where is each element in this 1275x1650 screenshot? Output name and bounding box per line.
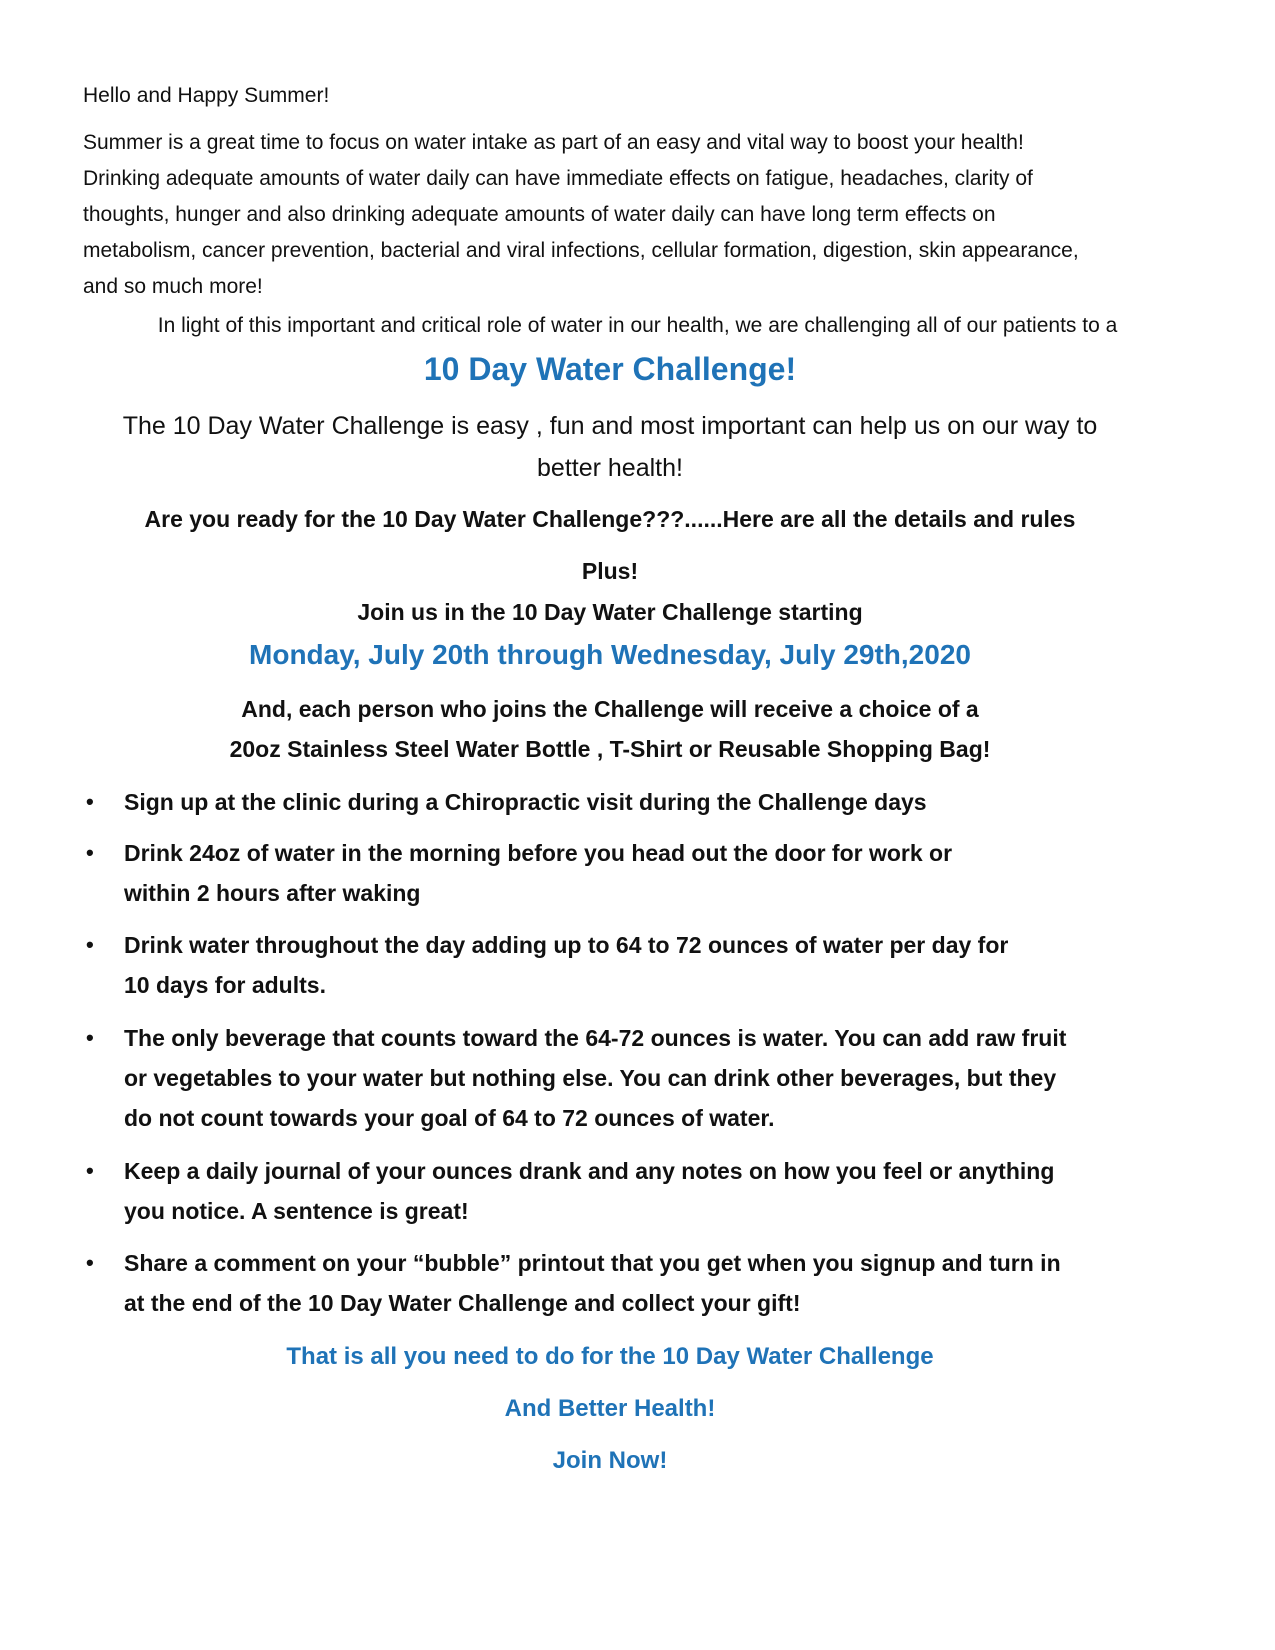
rule-text: [124, 781, 1196, 823]
intro-line: Summer is a great time to focus on water intake as part of an easy and vital way to boost your health!: [83, 131, 1024, 154]
subtitle: [0, 405, 1220, 489]
rule-text: [124, 1243, 1196, 1323]
page-title: 10 Day Water Challenge!: [423, 351, 797, 387]
challenge-dates: Monday, July 20th through Wednesday, July 29th,2020: [249, 639, 971, 670]
gift-offer: [0, 689, 1220, 769]
rule-text: [124, 833, 1196, 913]
list-item: [86, 1018, 1196, 1138]
rule-line: The only beverage that counts toward the 64-72 ounces is water. You can add raw fruit: [124, 1025, 1067, 1051]
join-line: Join us in the 10 Day Water Challenge starting: [357, 599, 863, 625]
intro-line: metabolism, cancer prevention, bacterial and viral infections, cellular formation, digestion, skin appearance,: [83, 239, 1079, 262]
bullet-icon: •: [86, 1250, 94, 1275]
intro-line: Drinking adequate amounts of water daily can have immediate effects on fatigue, headaches, clarity of: [83, 167, 1033, 190]
list-item: [86, 1151, 1196, 1231]
greeting: Hello and Happy Summer!: [83, 84, 330, 107]
rule-line: 10 days for adults.: [124, 972, 326, 998]
rule-line: Share a comment on your “bubble” printout that you get when you signup and turn in: [124, 1250, 1061, 1276]
rule-line: or vegetables to your water but nothing else. You can drink other beverages, but they: [124, 1065, 1057, 1091]
rule-line: within 2 hours after waking: [124, 880, 421, 906]
bullet-icon: •: [86, 1158, 94, 1183]
closing-line: That is all you need to do for the 10 Day Water Challenge: [286, 1343, 934, 1370]
subtitle-line: better health!: [537, 454, 683, 482]
bullet-icon: •: [86, 789, 94, 814]
bullet-icon: •: [86, 932, 94, 957]
intro-line: thoughts, hunger and also drinking adequate amounts of water daily can have long term effects on: [83, 203, 996, 226]
rule-line: Drink 24oz of water in the morning before you head out the door for work or: [124, 840, 953, 866]
rule-line: Sign up at the clinic during a Chiropractic visit during the Challenge days: [124, 789, 927, 815]
bullet-icon: •: [86, 1025, 94, 1050]
rule-text: [124, 1018, 1196, 1138]
rule-text: [124, 925, 1196, 1005]
intro-paragraph: [83, 125, 1213, 305]
rule-text: [124, 1151, 1196, 1231]
intro-line: and so much more!: [83, 275, 263, 298]
bullet-icon: •: [86, 840, 94, 865]
list-item: [86, 1243, 1196, 1323]
list-item: [86, 925, 1196, 1005]
rule-line: Keep a daily journal of your ounces drank and any notes on how you feel or anything: [124, 1158, 1055, 1184]
gift-line: 20oz Stainless Steel Water Bottle , T-Shirt or Reusable Shopping Bag!: [229, 736, 991, 762]
ready-line: Are you ready for the 10 Day Water Challenge???......Here are all the details and rules: [144, 506, 1076, 532]
list-item: [86, 833, 1196, 913]
challenge-intro: In light of this important and critical role of water in our health, we are challenging all of our patients to a: [157, 314, 1118, 337]
rule-line: you notice. A sentence is great!: [124, 1198, 469, 1224]
rule-line: Drink water throughout the day adding up to 64 to 72 ounces of water per day for: [124, 932, 1009, 958]
closing-line: And Better Health!: [504, 1395, 716, 1422]
gift-line: And, each person who joins the Challenge will receive a choice of a: [241, 696, 979, 722]
rule-line: do not count towards your goal of 64 to 72 ounces of water.: [124, 1105, 775, 1131]
rule-line: at the end of the 10 Day Water Challenge and collect your gift!: [124, 1290, 801, 1316]
list-item: [86, 781, 1196, 823]
plus-label: Plus!: [581, 558, 639, 584]
join-now-call: Join Now!: [552, 1447, 668, 1474]
subtitle-line: The 10 Day Water Challenge is easy , fun and most important can help us on our way to: [122, 412, 1098, 440]
